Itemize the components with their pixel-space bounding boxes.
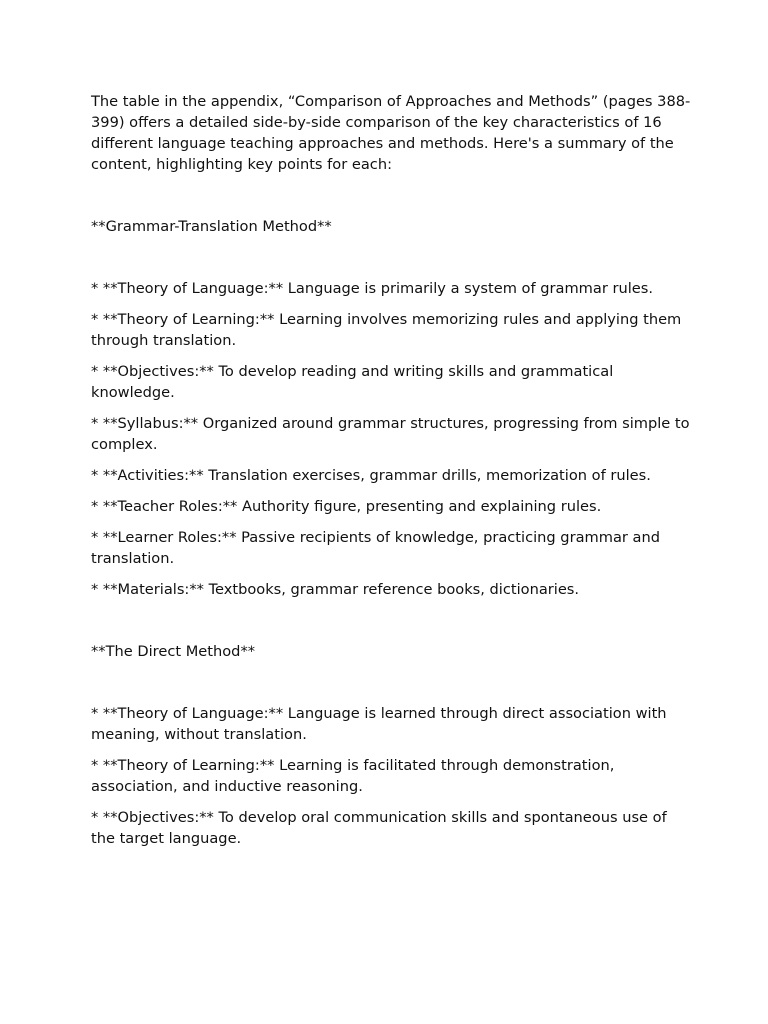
list-item: * **Learner Roles:** Passive recipients of knowledge, practicing grammar and translation.	[91, 529, 660, 567]
bullet-list	[91, 278, 691, 600]
list-item: * **Materials:** Textbooks, grammar reference books, dictionaries.	[91, 581, 580, 598]
section-direct-method	[91, 641, 691, 849]
list-item: * **Objectives:** To develop oral communication skills and spontaneous use of the target language.	[91, 809, 667, 847]
list-item: * **Theory of Learning:** Learning involves memorizing rules and applying them through translation.	[91, 311, 682, 349]
document-page	[91, 91, 691, 890]
intro-paragraph: The table in the appendix, “Comparison of Approaches and Methods” (pages 388-399) offers a detailed side-by-side comparison of the key characteristics of 16 different language teaching approaches and methods. Here's a summary of the content, highlighting key points for each:	[91, 93, 691, 173]
section-heading: **Grammar-Translation Method**	[91, 218, 332, 235]
section-heading: **The Direct Method**	[91, 643, 256, 660]
list-item: * **Syllabus:** Organized around grammar structures, progressing from simple to complex.	[91, 415, 690, 453]
list-item: * **Theory of Learning:** Learning is facilitated through demonstration, association, and inductive reasoning.	[91, 757, 615, 795]
list-item: * **Teacher Roles:** Authority figure, presenting and explaining rules.	[91, 498, 602, 515]
bullet-list	[91, 703, 691, 849]
list-item: * **Theory of Language:** Language is learned through direct association with meaning, without translation.	[91, 705, 667, 743]
list-item: * **Theory of Language:** Language is primarily a system of grammar rules.	[91, 280, 654, 297]
list-item: * **Objectives:** To develop reading and writing skills and grammatical knowledge.	[91, 363, 614, 401]
section-grammar-translation	[91, 216, 691, 600]
list-item: * **Activities:** Translation exercises, grammar drills, memorization of rules.	[91, 467, 651, 484]
